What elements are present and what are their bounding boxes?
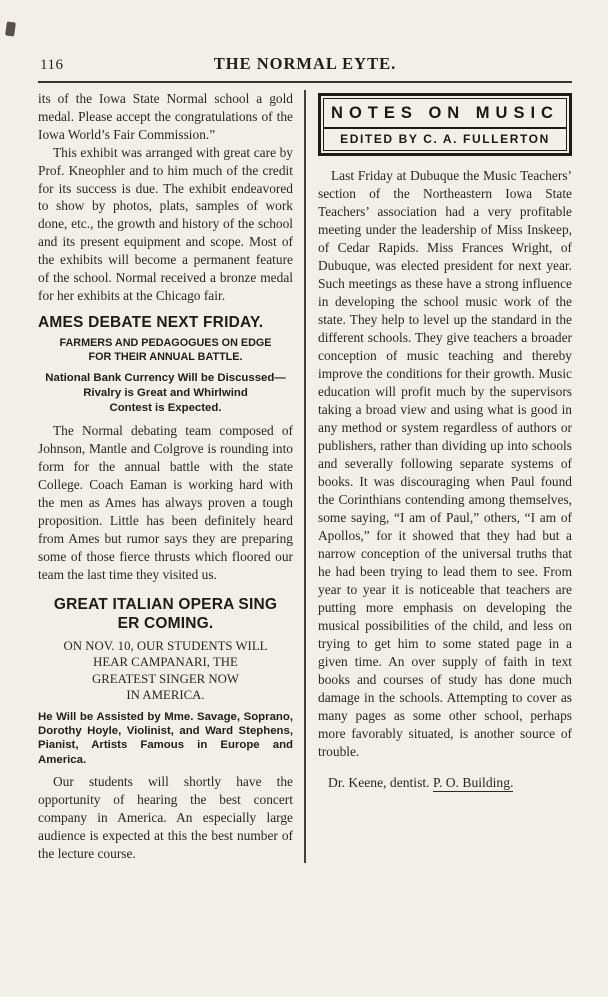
notes-on-music-box — [318, 93, 572, 156]
ames-deck-line: National Bank Currency Will be Discussed— — [45, 372, 286, 385]
left-column — [38, 90, 304, 863]
opera-headline — [38, 595, 293, 633]
opera-body: Our students will shortly have the opportunity of hearing the best concert company in America. An especially large audience is expected at this the best number of the lecture course. — [38, 774, 293, 861]
music-box-title: NOTES ON MUSIC — [324, 99, 566, 129]
dentist-ad-text: Dr. Keene, dentist. — [328, 775, 433, 790]
columns — [38, 90, 572, 863]
ames-subhead — [38, 337, 293, 365]
scan-artifact — [5, 21, 16, 36]
dentist-ad — [318, 775, 572, 791]
ames-deck — [38, 371, 293, 416]
opera-subhead — [38, 638, 293, 704]
continued-paragraph: its of the Iowa State Normal school a gold medal. Please accept the congratulations of the Iowa World’s Fair Commission.” — [38, 91, 293, 142]
opera-subhead-line: IN AMERICA. — [126, 688, 205, 703]
header-rule — [38, 81, 572, 83]
opera-subhead-line: GREATEST SINGER NOW — [92, 671, 239, 686]
music-article-body: Last Friday at Dubuque the Music Teachers’ section of the Northeastern Iowa State Teachers’ association had a very profitable meeting under the leadership of Miss Inskeep, of Cedar Rapids. Miss Frances Wright, of Dubuque, was elected president for next year. Such meetings as these have a strong influence in developing the school music work of the state. They help to level up the standard in the different schools. They give teachers a broader conception of music teaching and thereby improve the conditions for their growth. Music education will profit much by the supervisors taking a broad view and using what is good in any method or system regardless of authors or publishers, rather than dividing up into schools and severally following separate systems of books. It was discouraging when Paul found the Corinthians contending among themselves, some saying, “I am of Paul,” others, “I am of Apollos,” for it showed that they had but a narrow conception of the universal truths that he had been trying to lead them to see. From year to year it is noticeable that teachers are putting more emphasis on developing the musical possibilities of the child, and less on trying to get him to some stated page in a given time. An over supply of faith in text books and courses of study has done much damage in the schools. Attempting to cover as many pages as some other school, perhaps more favorably situated, is another source of trouble. — [318, 168, 572, 759]
exhibit-paragraph: This exhibit was arranged with great care by Prof. Kneophler and to him much of the credit for its success is due. The exhibit endeavored to show by photos, plats, samples of work done, etc., the growth and history of the school and its present equipment and scope. Most of the exhibits will become a permanent feature of the school. Normal received a bronze medal for her exhibits at the Chicago fair. — [38, 144, 293, 303]
ames-headline: AMES DEBATE NEXT FRIDAY. — [38, 313, 264, 331]
ames-deck-line: Rivalry is Great and Whirlwind — [83, 387, 248, 400]
right-column — [306, 90, 572, 863]
opera-deck: He Will be Assisted by Mme. Savage, Soprano, Dorothy Hoyle, Violinist, and Ward Stephens, Pianist, Artists Famous in Europe and America. — [38, 710, 293, 766]
ames-subhead-line: FOR THEIR ANNUAL BATTLE. — [88, 350, 243, 363]
opera-headline-line: GREAT ITALIAN OPERA SING — [53, 595, 278, 613]
page-number: 116 — [40, 57, 64, 73]
masthead-title: THE NORMAL EYTE. — [213, 54, 397, 73]
page-header — [38, 52, 572, 74]
opera-subhead-line: HEAR CAMPANARI, THE — [93, 655, 238, 670]
ames-deck-line: Contest is Expected. — [109, 402, 222, 415]
ames-body: The Normal debating team composed of Johnson, Mantle and Colgrove is rounding into form for the annual battle with the state College. Coach Eaman is working hard with the men as Ames has always proven a tough proposition. Little has been definitely heard from Ames but rumor says they are preparing some of those fierce thrusts which floored our team the last time they visited us. — [38, 423, 293, 582]
opera-headline-line: ER COMING. — [117, 614, 214, 632]
dentist-ad-underlined: P. O. Building. — [432, 775, 514, 790]
ames-subhead-line: FARMERS AND PEDAGOGUES ON EDGE — [59, 336, 272, 349]
notes-on-music-box-inner — [323, 98, 567, 151]
music-box-editor: EDITED BY C. A. FULLERTON — [340, 132, 550, 146]
opera-subhead-line: ON NOV. 10, OUR STUDENTS WILL — [63, 638, 268, 653]
